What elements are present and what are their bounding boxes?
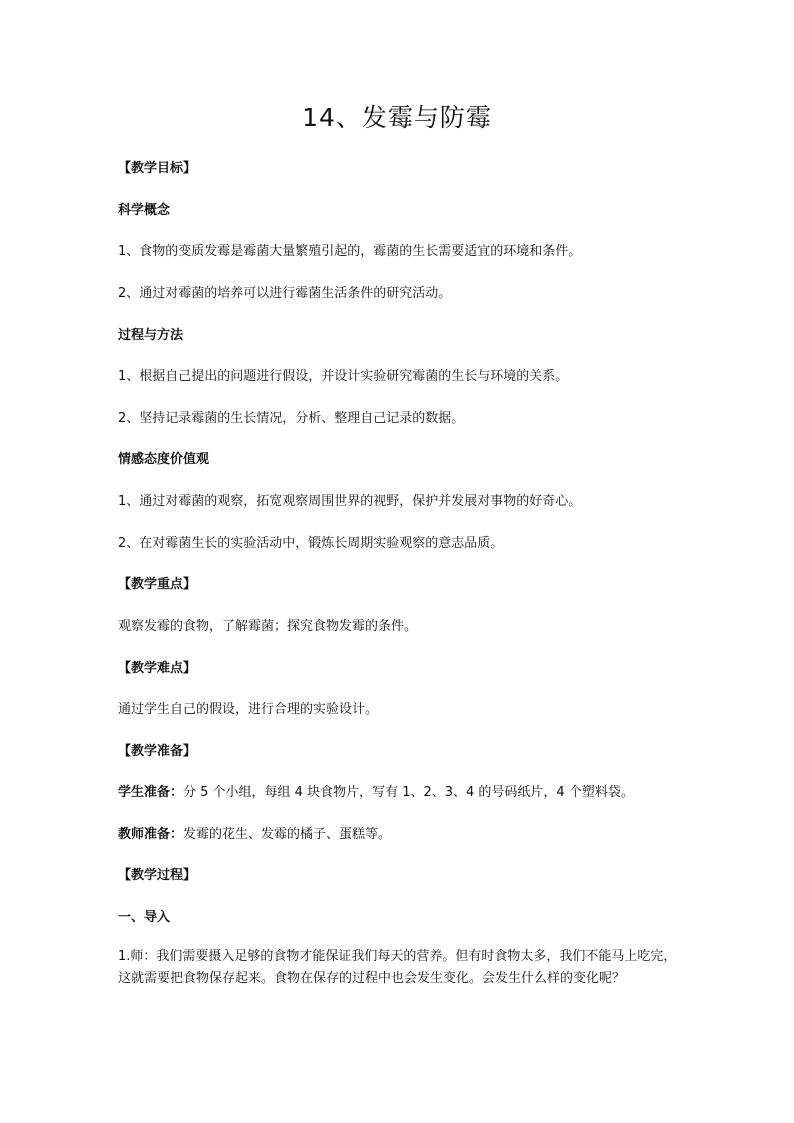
intro-paragraph: 1.师：我们需要摄入足够的食物才能保证我们每天的营养。但有时食物太多，我们不能马上吃完，这就需要把食物保存起来。食物在保存的过程中也会发生变化。会发生什么样的变化呢？	[118, 949, 677, 986]
document-title: 14、发霉与防霉	[302, 103, 492, 132]
subheading-attitude-values: 情感态度价值观	[118, 452, 210, 467]
heading-process: 【教学过程】	[118, 868, 197, 883]
heading-difficulties: 【教学难点】	[118, 661, 197, 676]
teacher-prep-label: 教师准备：	[118, 827, 184, 842]
paragraph: 1、根据自己提出的问题进行假设，并设计实验研究霉菌的生长与环境的关系。	[118, 369, 569, 384]
subheading-process-methods: 过程与方法	[118, 328, 184, 343]
teacher-prep-text: 发霉的花生、发霉的橘子、蛋糕等。	[183, 827, 392, 842]
heading-preparation: 【教学准备】	[118, 744, 197, 759]
heading-teaching-goals: 【教学目标】	[118, 161, 197, 176]
teacher-preparation	[118, 826, 678, 844]
paragraph: 2、坚持记录霉菌的生长情况，分析、整理自己记录的数据。	[118, 411, 465, 426]
student-prep-text: 分 5 个小组，每组 4 块食物片，写有 1、2、3、4 的号码纸片，4 个塑料袋。	[183, 785, 634, 800]
paragraph: 1、通过对霉菌的观察，拓宽观察周围世界的视野，保护并发展对事物的好奇心。	[118, 494, 582, 509]
section-heading-intro: 一、导入	[118, 910, 171, 925]
paragraph: 通过学生自己的假设，进行合理的实验设计。	[118, 702, 379, 717]
student-preparation	[118, 784, 678, 802]
paragraph: 观察发霉的食物，了解霉菌；探究食物发霉的条件。	[118, 619, 418, 634]
paragraph: 1、食物的变质发霉是霉菌大量繁殖引起的，霉菌的生长需要适宜的环境和条件。	[118, 244, 582, 259]
paragraph: 2、在对霉菌生长的实验活动中，锻炼长周期实验观察的意志品质。	[118, 536, 504, 551]
paragraph: 2、通过对霉菌的培养可以进行霉菌生活条件的研究活动。	[118, 286, 452, 301]
subheading-science-concepts: 科学概念	[118, 203, 171, 218]
heading-key-points: 【教学重点】	[118, 577, 197, 592]
student-prep-label: 学生准备：	[118, 785, 184, 800]
